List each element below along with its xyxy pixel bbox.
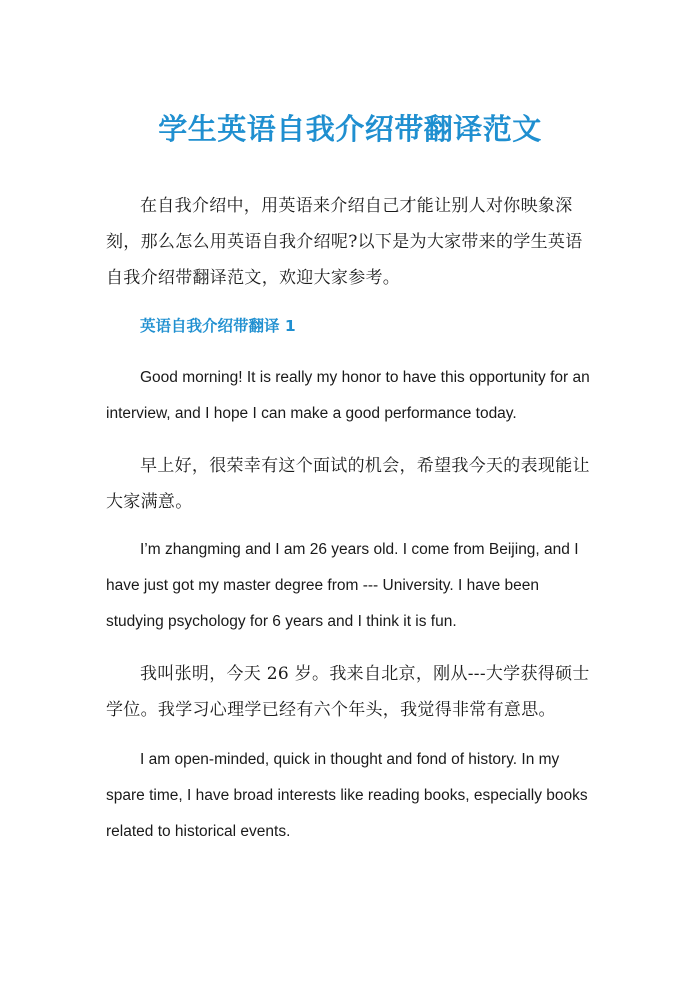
section-heading: 英语自我介绍带翻译 1 xyxy=(140,317,296,335)
intro-paragraph: 在自我介绍中，用英语来介绍自己才能让别人对你映象深刻，那么怎么用英语自我介绍呢?以下是为大家带来的学生英语自我介绍带翻译范文，欢迎大家参考。 xyxy=(106,196,583,288)
english-paragraph: I am open-minded, quick in thought and fond of history. In my spare time, I have broad interests like reading books, especially books related to historical events. xyxy=(106,751,588,840)
chinese-paragraph: 我叫张明，今天 26 岁。我来自北京，刚从---大学获得硕士学位。我学习心理学已经有六个年头，我觉得非常有意思。 xyxy=(106,664,590,720)
english-paragraph: I’m zhangming and I am 26 years old. I come from Beijing, and I have just got my master degree from --- University. I have been studying psychology for 6 years and I think it is fun. xyxy=(106,541,579,630)
chinese-paragraph: 早上好，很荣幸有这个面试的机会，希望我今天的表现能让大家满意。 xyxy=(106,456,590,512)
english-paragraph: Good morning! It is really my honor to have this opportunity for an interview, and I hope I can make a good performance today. xyxy=(106,369,590,422)
document-title: 学生英语自我介绍带翻译范文 xyxy=(158,112,542,147)
